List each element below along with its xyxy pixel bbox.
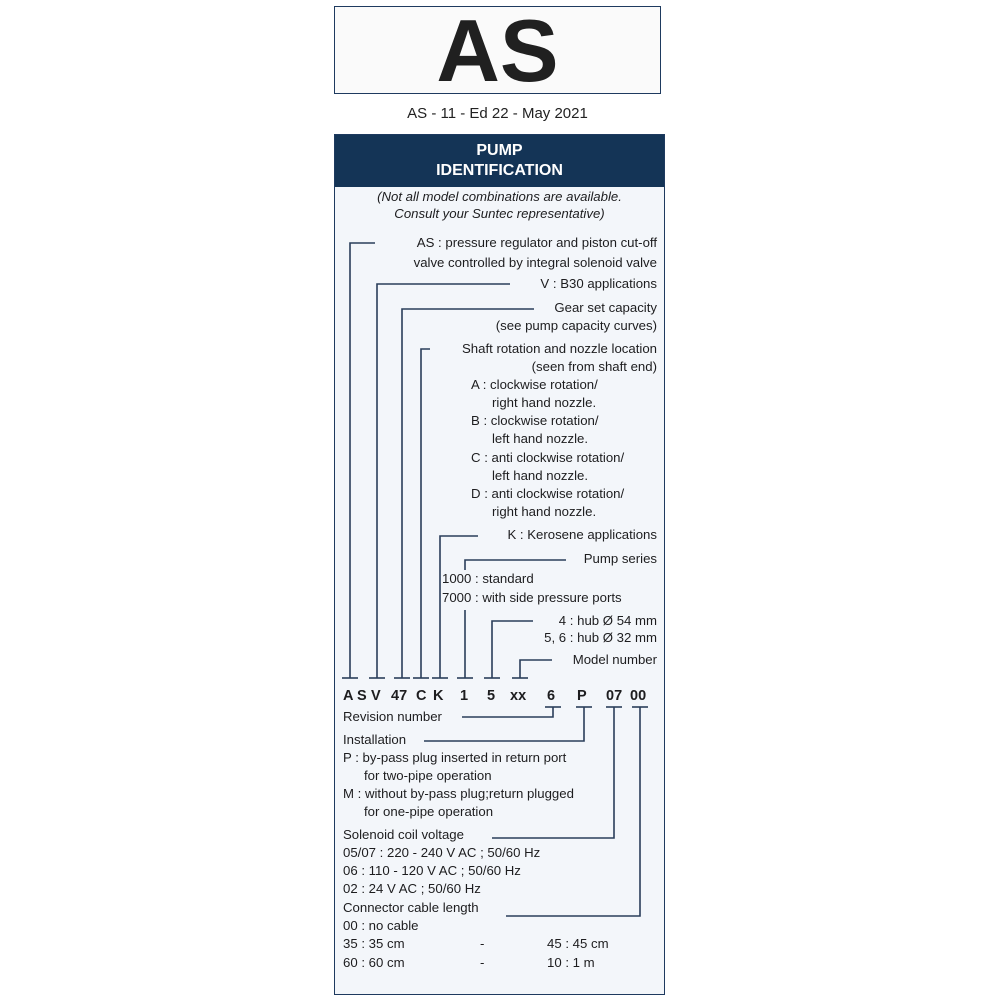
shaft-option-d-line1: D : anti clockwise rotation/ — [471, 486, 625, 501]
panel-title-line2: IDENTIFICATION — [436, 162, 563, 179]
cable-dash-1: - — [480, 936, 485, 951]
shaft-option-c-line1: C : anti clockwise rotation/ — [471, 450, 625, 465]
desc-v: V : B30 applications — [540, 276, 657, 291]
code-47: 47 — [391, 688, 408, 704]
code-1: 1 — [460, 688, 469, 704]
code-c: C — [416, 688, 427, 704]
cable-60: 60 : 60 cm — [343, 955, 405, 970]
code-s: S — [357, 688, 367, 704]
cable-00: 00 : no cable — [343, 918, 419, 933]
panel-header — [335, 135, 664, 187]
installation-m-line1: M : without by-pass plug;return plugged — [343, 786, 574, 801]
desc-series: Pump series — [583, 551, 657, 566]
cable-length-label: Connector cable length — [343, 900, 479, 915]
installation-label: Installation — [343, 732, 407, 747]
hub-4: 4 : hub Ø 54 mm — [558, 613, 657, 628]
cable-dash-2: - — [480, 955, 485, 970]
desc-as-line1: AS : pressure regulator and piston cut-off — [416, 235, 657, 250]
code-v: V — [371, 688, 381, 704]
installation-p-line2: for two-pipe operation — [364, 768, 492, 783]
panel-title-line1: PUMP — [476, 142, 523, 159]
edition-label: AS - 11 - Ed 22 - May 2021 — [407, 105, 588, 122]
series-1000: 1000 : standard — [442, 571, 534, 586]
revision-number: Revision number — [343, 709, 442, 724]
shaft-option-c-line2: left hand nozzle. — [492, 468, 589, 483]
cable-35: 35 : 35 cm — [343, 936, 405, 951]
hub-5-6: 5, 6 : hub Ø 32 mm — [544, 630, 657, 645]
shaft-option-a-line1: A : clockwise rotation/ — [471, 377, 598, 392]
desc-gear-line2: (see pump capacity curves) — [495, 318, 657, 333]
desc-shaft-line1: Shaft rotation and nozzle location — [461, 341, 657, 356]
code-6: 6 — [547, 688, 556, 704]
desc-shaft-line2: (seen from shaft end) — [531, 359, 657, 374]
code-a: A — [343, 688, 354, 704]
code-07: 07 — [606, 688, 623, 704]
shaft-option-b-line1: B : clockwise rotation/ — [471, 413, 599, 428]
desc-model: Model number — [572, 652, 657, 667]
title-box — [334, 1, 661, 100]
shaft-option-d-line2: right hand nozzle. — [492, 504, 597, 519]
code-p: P — [577, 688, 587, 704]
code-5: 5 — [487, 688, 496, 704]
code-xx: xx — [510, 688, 527, 704]
code-k: K — [433, 688, 444, 704]
cable-45: 45 : 45 cm — [547, 936, 609, 951]
installation-p-line1: P : by-pass plug inserted in return port — [343, 750, 567, 765]
coil-06: 06 : 110 - 120 V AC ; 50/60 Hz — [343, 863, 521, 878]
desc-gear-line1: Gear set capacity — [554, 300, 657, 315]
coil-02: 02 : 24 V AC ; 50/60 Hz — [343, 881, 481, 896]
series-7000: 7000 : with side pressure ports — [442, 590, 622, 605]
page-title: AS — [436, 1, 559, 100]
code-00: 00 — [630, 688, 647, 704]
cable-10: 10 : 1 m — [547, 955, 595, 970]
desc-as-line2: valve controlled by integral solenoid valve — [413, 255, 657, 270]
availability-note-line1: (Not all model combinations are available. — [377, 189, 622, 204]
desc-k: K : Kerosene applications — [507, 527, 657, 542]
installation-m-line2: for one-pipe operation — [364, 804, 494, 819]
coil-0507: 05/07 : 220 - 240 V AC ; 50/60 Hz — [343, 845, 541, 860]
coil-voltage-label: Solenoid coil voltage — [343, 827, 464, 842]
shaft-option-b-line2: left hand nozzle. — [492, 431, 589, 446]
availability-note-line2: Consult your Suntec representative) — [394, 206, 605, 221]
shaft-option-a-line2: right hand nozzle. — [492, 395, 597, 410]
